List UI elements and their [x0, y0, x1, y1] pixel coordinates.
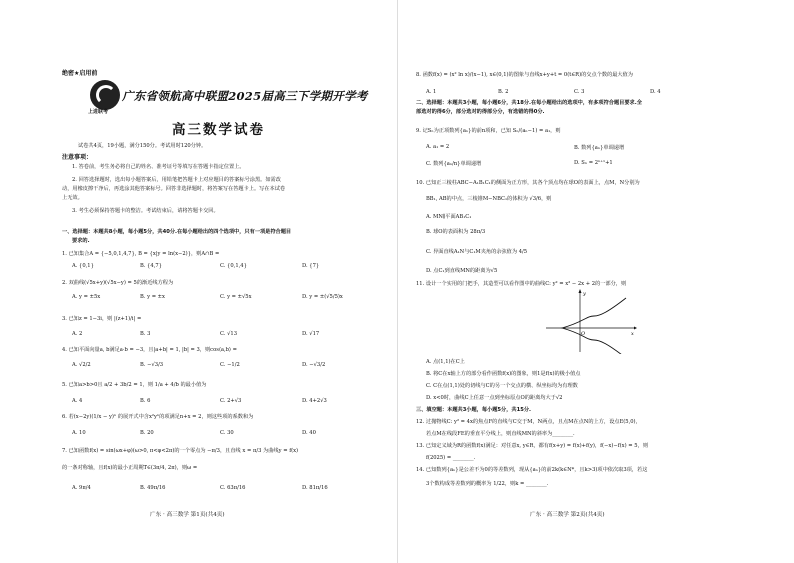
question-stem: 1. 已知集合A = {−5,0,1,4,7}, B = {x|y = ln(x−2)}，则A∩B =: [62, 251, 220, 257]
logo-text: 上进联考: [88, 109, 109, 115]
question-stem: 8. 函数f(x) = (x² ln x)/(x−1), x∈(0,1)的图象与直线x+y+t = 0(t∈R)的交点个数的最大值为: [416, 72, 633, 78]
note-item: 动，用橡皮擦干净后，再选涂其他答案标号。回答非选择题时，将答案写在答题卡上。写在本试卷: [62, 186, 286, 192]
option-b: B. 数列{aₙ}单调递增: [574, 145, 625, 151]
page-footer: 广东 · 高三数学 第2页(共4页): [530, 512, 605, 518]
question-stem: 12. 过抛物线C: y² = 4x的焦点F的直线与C交于M，N两点，且点M在点N的上方，设点E(5,0)，: [416, 419, 641, 425]
question-stem-cont: 的一条对称轴，且f(x)的最小正周期T∈(3π/4, 2π)，则ω =: [62, 465, 198, 471]
option-b: B. 3: [140, 331, 151, 337]
question-stem-cont: BB₁, AB的中点，三棱锥M−NBC₁的体积为 √3/6，则: [426, 196, 552, 202]
section2-heading-cont: 部选对的得6分，部分选对的得部分分，有选错的得0分.: [416, 109, 545, 115]
option-c: C. 异面直线A₁N与C₁M夹角的余弦值为 4/5: [426, 249, 528, 255]
option-c: C. 30: [220, 430, 234, 436]
option-b: B. 6: [140, 398, 151, 404]
option-c: C. 63π/16: [220, 485, 246, 491]
option-a: A. 10: [72, 430, 86, 436]
option-a: A. 2: [72, 331, 83, 337]
note-item: 2. 回答选择题时，选出每小题答案后，用铅笔把答题卡上对应题目的答案标号涂黑。如需改: [72, 177, 281, 183]
option-c: C. 3: [574, 89, 585, 95]
subject-title: 高三数学试卷: [172, 122, 265, 138]
question-stem: 6. 若(x−2y)(1/x − y)ⁿ 的展开式中含x²yⁿ的项满足n+x = 2，则这些项的系数和为: [62, 414, 254, 420]
option-b: B. 2: [498, 89, 509, 95]
section3-heading: 三、填空题：本题共3小题，每小题5分，共15分.: [416, 407, 531, 413]
option-b: B. 49π/16: [140, 485, 166, 491]
option-c: C. 2+√3: [220, 398, 242, 404]
option-a: A. 点(1,1)在C上: [426, 359, 465, 365]
option-d: D. {7}: [302, 263, 320, 269]
option-c: C. {0,1,4}: [220, 263, 247, 269]
option-d: D. 81π/16: [302, 485, 328, 491]
exam-intro: 试卷共4页，19小题，满分150分。考试用时120分钟。: [78, 143, 207, 149]
option-c: C. y = ±√5x: [220, 294, 252, 300]
option-b: B. 球O的表面积为 28π/3: [426, 229, 486, 235]
x-axis-arrow: [634, 327, 637, 330]
question-stem-cont: f(2025) = ________.: [426, 455, 476, 461]
option-b: B. y = ±x: [140, 294, 165, 300]
section1-heading: 一、选择题：本题共8小题，每小题5分，共40分.在每小题给出的四个选项中，只有一项是符合题目: [62, 229, 292, 235]
section2-heading: 二、选择题：本题共3小题，每小题6分，共18分.在每小题给出的选项中，有多项符合题目要求.全: [416, 100, 642, 106]
option-d: D. 点C₁到直线MN的距离为√5: [426, 268, 498, 274]
option-d: D. 4+2√3: [302, 398, 327, 404]
logo-icon: [90, 80, 120, 110]
option-a: A. √2/2: [72, 362, 91, 368]
note-item: 1. 答卷前，考生务必将自己的姓名、准考证号等填写在答题卡指定位置上。: [72, 164, 245, 170]
question-stem-cont: 若点M在线段FE的垂直平分线上，则直线MN的斜率为________.: [426, 431, 575, 437]
notes-heading: 注意事项：: [62, 154, 93, 161]
option-d: D. x<0时，曲线C上任意一点到坐标原点O的距离均大于√2: [426, 395, 563, 401]
secret-label: 绝密★启用前: [62, 70, 98, 77]
question-stem: 9. 记Sₙ为正项数列{aₙ}的前n项和，已知 Sₙ/(aₙ−1) = a₁，则: [416, 128, 561, 134]
origin-label: O: [581, 331, 586, 337]
question-stem: 14. 已知数列{aₙ}是公差不为0的等差数列，现从{aₙ}的前2k(k∈N*，且k>3)项中依次取3项，若这: [416, 467, 648, 473]
question-stem: 4. 已知平面向量a, b满足a·b = −3，且|a+b| = 1, |b| = 3，则cos⟨a,b⟩ =: [62, 347, 237, 353]
option-d: D. 4: [650, 89, 661, 95]
option-b: B. 20: [140, 430, 154, 436]
question-stem: 7. 已知函数f(x) = sin(ωx+φ)(ω>0, π<φ<2π)的一个零点为 −π/3，且直线 x = π/3 为曲线y = f(x): [62, 448, 299, 454]
option-a: A. a₁ = 2: [426, 144, 450, 150]
question-stem: 5. 已知a>b>0且 a/2 + 3b/2 = 1，则 1/a + 4/b 的最小值为: [62, 382, 207, 388]
option-c: C. 数列{aₙ/n}单调递增: [426, 161, 482, 167]
option-a: A. 4: [72, 398, 83, 404]
note-item: 上无效。: [62, 195, 83, 201]
option-a: A. y = ±5x: [72, 294, 101, 300]
question-stem: 2. 双曲线(√5x+y)(√5x−y) = 5的渐近线方程为: [62, 280, 174, 286]
y-axis-arrow: [579, 289, 582, 293]
question-stem-cont: 3个数构成等差数列的概率为 1/22，则k = ________.: [426, 481, 549, 487]
x-axis-label: x: [631, 331, 634, 337]
curve-c: [562, 298, 626, 354]
option-d: D. Sₙ = 2ⁿ⁺¹+1: [574, 160, 613, 166]
option-d: D. y = ±(√5/5)x: [302, 294, 343, 300]
page-right: [397, 0, 794, 563]
section1-heading-cont: 要求的.: [72, 238, 90, 244]
option-c: C. C在点(1,1)处的切线与C的另一个交点的横、纵坐标均为有理数: [426, 383, 578, 389]
option-d: D. √17: [302, 331, 320, 337]
exam-title: 广东省领航高中联盟2025届高三下学期开学考: [122, 89, 368, 103]
y-axis-label: y: [583, 291, 586, 297]
option-b: B. −√3/3: [140, 362, 164, 368]
option-a: A. 9π/4: [72, 485, 91, 491]
option-a: A. MN∥平面AB₁C₁: [426, 214, 472, 220]
option-b: B. {4,7}: [140, 263, 162, 269]
question-stem: 3. 已知z = 1−3i，则 |(z+1)/i| =: [62, 316, 142, 322]
option-d: D. −√3/2: [302, 362, 326, 368]
note-item: 3. 考生必须保持答题卡的整洁。考试结束后，请将答题卡交回。: [72, 208, 219, 214]
question-stem: 11. 设计一个实用的门把手，其造型可以看作图中的曲线C: y² = x³ − 2x + 2的一部分，则: [416, 281, 627, 287]
curve-figure: [538, 288, 638, 354]
option-a: A. {0,1}: [72, 263, 94, 269]
question-stem: 10. 已知正三棱柱ABC−A₁B₁C₁的侧面为正方形，其各个顶点均在球O的表面上，点M，N分别为: [416, 180, 640, 186]
page-footer: 广东 · 高三数学 第1页(共4页): [150, 512, 225, 518]
option-a: A. 1: [426, 89, 437, 95]
option-c: C. −1/2: [220, 362, 240, 368]
option-c: C. √13: [220, 331, 237, 337]
option-b: B. 将C在x轴上方的部分看作函数f(x)的图象，则1是f(x)的极小值点: [426, 371, 581, 377]
option-d: D. 40: [302, 430, 316, 436]
question-stem: 13. 已知定义域为R的函数f(x)满足：对任意x, y∈R，都有f(x+y) = f(x)+f(y)，f(−x)−f(x) = 5，则: [416, 443, 648, 449]
